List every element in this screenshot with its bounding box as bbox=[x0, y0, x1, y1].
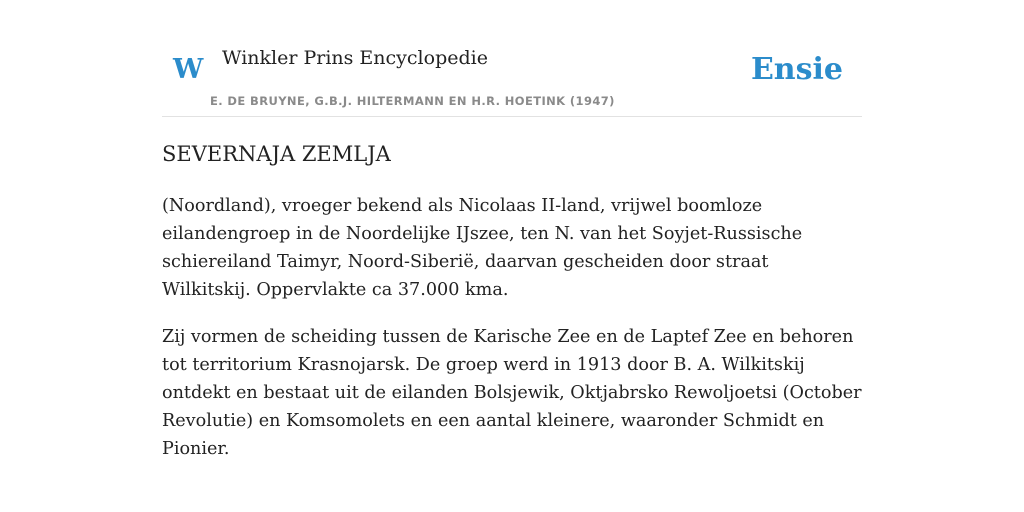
publication-authors: E. DE BRUYNE, G.B.J. HILTERMANN EN H.R. HOETINK (1947) bbox=[210, 94, 615, 108]
entry-content bbox=[162, 138, 862, 463]
publication-logo[interactable]: W bbox=[173, 54, 204, 85]
header bbox=[162, 0, 862, 117]
entry-paragraph: (Noordland), vroeger bekend als Nicolaas II-land, vrijwel boomloze eilandengroep in de Noordelijke IJszee, ten N. van het Soyjet-Russische schiereiland Taimyr, Noord-Siberië, daarvan gescheiden door straat Wilkitskij. Oppervlakte ca 37.000 kma. bbox=[162, 196, 803, 300]
entry-title: SEVERNAJA ZEMLJA bbox=[162, 142, 391, 166]
brand-logo-link[interactable]: Ensie bbox=[750, 52, 843, 87]
publication-title[interactable]: Winkler Prins Encyclopedie bbox=[222, 47, 488, 69]
entry-paragraph: Zij vormen de scheiding tussen de Karische Zee en de Laptef Zee en behoren tot territorium Krasnojarsk. De groep werd in 1913 door B. A. Wilkitskij ontdekt en bestaat uit de eilanden Bolsjewik, Oktjabrsko Rewoljoetsi (October Revolutie) en Komsomolets en een aantal kleinere, waaronder Schmidt en Pionier. bbox=[162, 327, 862, 459]
